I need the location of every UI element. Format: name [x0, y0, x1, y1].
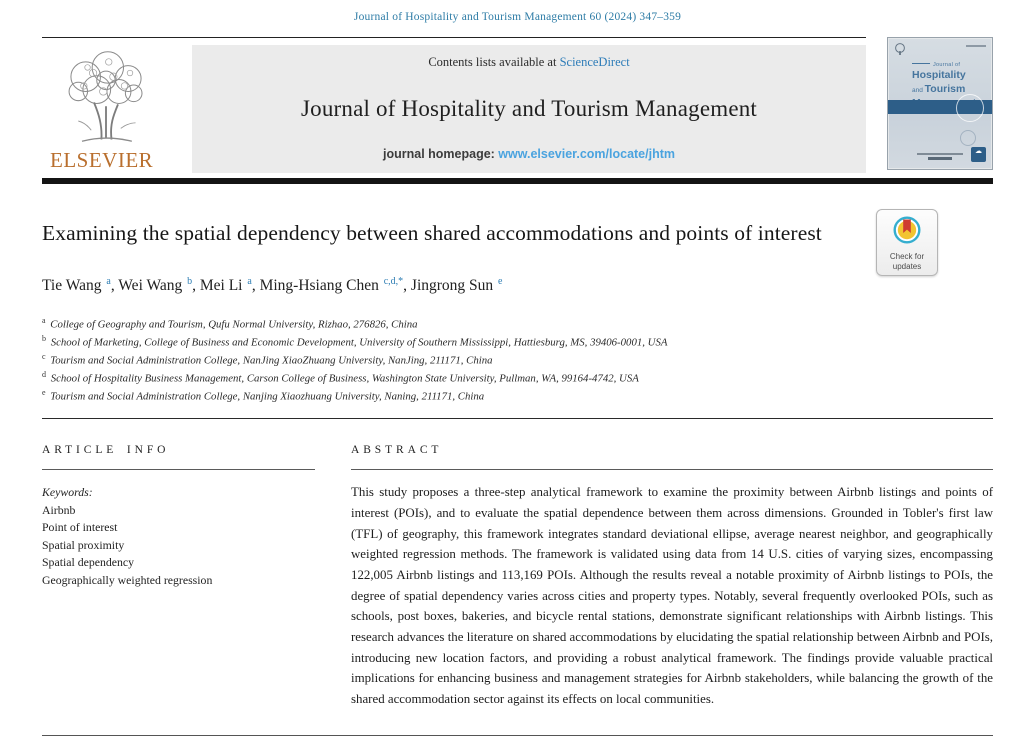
author-list: Tie Wang $^a$, Wei Wang $^b$, Mei Li $^a$, Ming-Hsiang Chen $^{c,d,*}$, Jingrong Sun $^e$	[42, 276, 503, 295]
article-info-column	[42, 444, 315, 709]
journal-header	[42, 37, 993, 173]
affiliation-line: $^e$ Tourism and Social Administration College, Nanjing Xiaozhuang University, Naning, 211171, China	[42, 388, 485, 403]
check-badge-line2: updates	[892, 261, 922, 271]
keywords-block	[42, 484, 315, 589]
elsevier-logo	[42, 45, 192, 173]
affiliation-list	[42, 315, 993, 405]
affiliation-line: $^d$ School of Hospitality Business Management, Carson College of Business, Washington State University, Pullman, WA, 99164-4742, USA	[42, 370, 639, 385]
contents-line	[428, 55, 629, 70]
abstract-column	[351, 444, 993, 709]
article-info-header: ARTICLE INFO	[42, 444, 170, 457]
homepage-line	[383, 147, 675, 161]
check-badge-line1: Check for	[889, 252, 925, 261]
abstract-rule	[351, 469, 993, 470]
check-badge-label	[879, 252, 935, 271]
keyword-item: Geographically weighted regression	[42, 572, 213, 587]
journal-reference-line: Journal of Hospitality and Tourism Management 60 (2024) 347–359	[353, 11, 682, 23]
check-for-updates-badge[interactable]	[876, 209, 938, 276]
article-title: Examining the spatial dependency between shared accommodations and points of interest	[42, 221, 822, 245]
abstract-header: ABSTRACT	[351, 444, 443, 457]
page	[42, 0, 993, 736]
keyword-item: Spatial proximity	[42, 537, 125, 552]
contents-prefix: Contents lists available at	[428, 55, 560, 69]
cover-tourism-word: Tourism	[924, 83, 966, 96]
section-divider-rule	[42, 418, 993, 419]
homepage-label: journal homepage:	[383, 147, 499, 161]
keyword-item: Point of interest	[42, 520, 118, 535]
author: Wei Wang $^b$	[118, 276, 193, 295]
homepage-url-link[interactable]: www.elsevier.com/locate/jhtm	[498, 147, 675, 161]
journal-banner	[192, 45, 866, 173]
cover-circle-decoration	[956, 94, 984, 122]
elsevier-wordmark: ELSEVIER	[50, 148, 154, 172]
author: Jingrong Sun $^e$	[410, 276, 503, 295]
affiliation-line: $^c$ Tourism and Social Administration College, NanJing XiaoZhuang University, NanJing, 211171, China	[42, 352, 493, 367]
crossmark-bookmark-icon	[892, 232, 922, 249]
cover-line-journal-of: Journal of	[912, 62, 976, 68]
cover-line-hospitality: Hospitality	[912, 69, 966, 81]
author: Ming-Hsiang Chen $^{c,d,*}$	[259, 276, 404, 295]
affiliation-line: $^b$ School of Marketing, College of Business and Economic Development, University of Southern Mississippi, Hattiesburg, MS, 39406-0001, USA	[42, 334, 668, 349]
abstract-text: This study proposes a three-step analytical framework to examine the proximity between Airbnb listings and points of interest (POIs), and to evaluate the spatial dependence between them across dimensions. Grounded in Tobler's first law (TFL) of geography, this framework integrates standard deviational ellipse, average nearest neighbor, and geographically weighted regression methods. The framework is validated using data from 14 U.S. cities of varying sizes, encompassing 122,005 Airbnb listings and 113,169 POIs. Although the results reveal a notable proximity of Airbnb listings to POIs, the degree of spatial dependency varies across cities and property types. Notably, several frequently overlooked POIs, such as schools, post boxes, bakeries, and bicycle rental stations, demonstrate significant relationships with Airbnb listings. This research advances the literature on shared accommodations by elucidating the spatial relationship between Airbnb and POIs, introducing new location factors, and providing a robust analytical framework. The findings provide valuable practical implications for enhancing business and management strategies for Airbnb stakeholders, while balancing the growth of the shared accommodation sector against its effects on local communities.	[351, 485, 993, 706]
keyword-item: Airbnb	[42, 502, 76, 517]
keyword-item: Spatial dependency	[42, 555, 135, 570]
page-bottom-rule	[42, 735, 993, 736]
cover-circle-decoration-small	[960, 130, 976, 146]
cauthe-emblem	[971, 147, 986, 162]
cover-and-word: and	[912, 87, 925, 95]
author: Tie Wang $^a$	[42, 276, 111, 295]
author: Mei Li $^a$	[199, 276, 252, 295]
cover-bottom-text	[917, 153, 963, 160]
affiliation-line: $^a$ College of Geography and Tourism, Qufu Normal University, Rizhao, 276826, China	[42, 316, 418, 331]
header-divider-bar	[42, 178, 993, 184]
article-info-rule	[42, 469, 315, 470]
cover-tree-icon	[894, 43, 906, 61]
header-top-rule	[42, 37, 866, 38]
keyword-list	[42, 502, 315, 589]
cover-issue-text	[966, 45, 986, 47]
journal-banner-title: Journal of Hospitality and Tourism Management	[300, 95, 758, 121]
sciencedirect-link[interactable]: ScienceDirect	[559, 55, 630, 69]
journal-cover-thumbnail[interactable]	[887, 37, 993, 170]
keywords-label: Keywords:	[42, 485, 93, 500]
elsevier-tree-icon	[50, 49, 162, 150]
